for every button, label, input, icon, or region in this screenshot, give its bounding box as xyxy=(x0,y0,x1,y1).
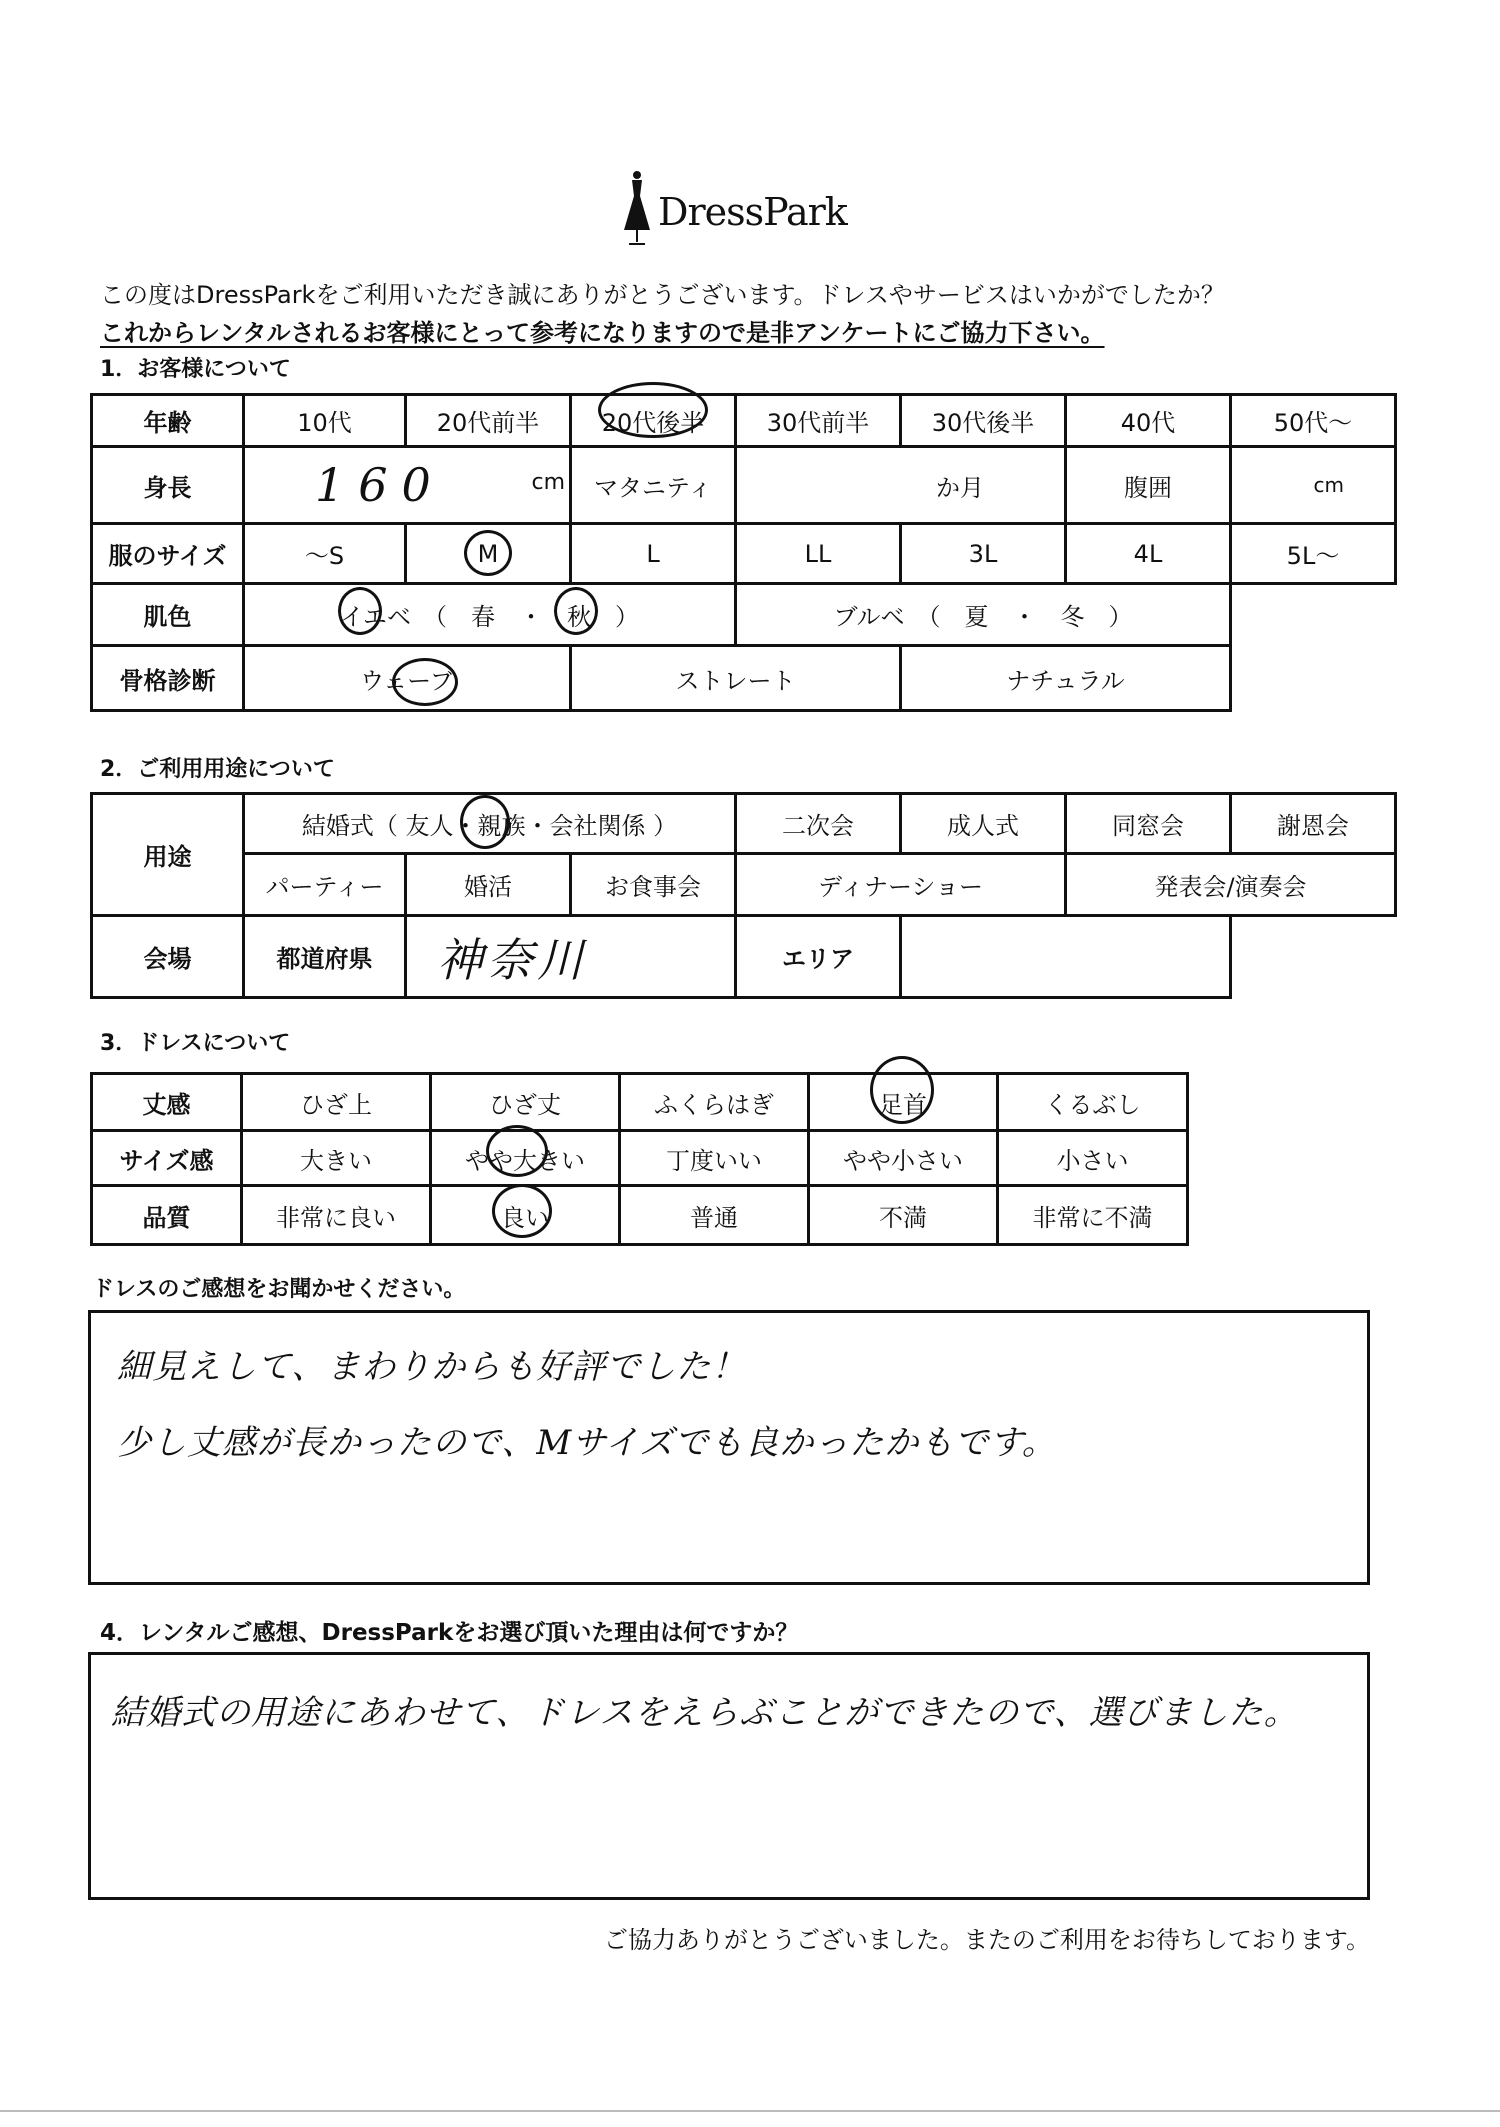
purpose-option[interactable]: 二次会 xyxy=(734,792,902,855)
intro-line-1: この度はDressParkをご利用いただき誠にありがとうございます。ドレスやサービスはいかがでしたか？ xyxy=(100,281,1225,309)
maternity-label: マタニティ xyxy=(569,445,737,525)
length-label: 丈感 xyxy=(90,1072,243,1132)
brand-logo xyxy=(620,170,880,250)
prefecture-label: 都道府県 xyxy=(242,914,407,999)
quality-option[interactable]: 非常に不満 xyxy=(996,1184,1189,1246)
frame-option-selected[interactable]: ウェーブ xyxy=(242,644,572,712)
waist-label: 腹囲 xyxy=(1064,445,1232,525)
fit-option[interactable]: 小さい xyxy=(996,1129,1189,1187)
purpose-option[interactable]: 成人式 xyxy=(899,792,1067,855)
size-option[interactable]: ～S xyxy=(242,522,407,585)
brand-name: DressPark xyxy=(658,190,847,234)
fit-option[interactable]: やや小さい xyxy=(807,1129,999,1187)
skin-yellow[interactable]: イエベ （ 春 ・ 秋 ） xyxy=(242,582,737,647)
fit-option[interactable]: 丁度いい xyxy=(618,1129,810,1187)
size-option[interactable]: 3L xyxy=(899,522,1067,585)
size-option[interactable]: 5L～ xyxy=(1229,522,1397,585)
quality-option[interactable]: 非常に良い xyxy=(240,1184,432,1246)
area-value[interactable] xyxy=(899,914,1232,999)
purpose-option[interactable]: パーティー xyxy=(242,852,407,917)
waist-unit: cm xyxy=(1313,473,1344,497)
selection-circle xyxy=(554,587,598,635)
selection-circle xyxy=(338,587,382,635)
purpose-option[interactable]: 婚活 xyxy=(404,852,572,917)
dress-comment-prompt: ドレスのご感想をお聞かせください。 xyxy=(92,1277,466,1302)
age-option[interactable]: 10代 xyxy=(242,393,407,448)
quality-label: 品質 xyxy=(90,1184,243,1246)
purpose-option[interactable]: お食事会 xyxy=(569,852,737,917)
dress-comment-line: 細見えして、まわりからも好評でした！ xyxy=(117,1347,747,1387)
purpose-option[interactable]: 発表会/演奏会 xyxy=(1064,852,1397,917)
size-label: 服のサイズ xyxy=(90,522,245,585)
selection-circle xyxy=(464,530,512,576)
frame-label: 骨格診断 xyxy=(90,644,245,712)
prefecture-value: 神奈川 xyxy=(437,932,587,987)
fit-option-selected[interactable]: やや大きい xyxy=(429,1129,621,1187)
fit-label: サイズ感 xyxy=(90,1129,243,1187)
size-option[interactable]: LL xyxy=(734,522,902,585)
selection-circle xyxy=(598,382,708,438)
dress-comment-box[interactable] xyxy=(88,1310,1370,1585)
length-option[interactable]: ひざ上 xyxy=(240,1072,432,1132)
age-option-selected[interactable]: 20代後半 xyxy=(569,393,737,448)
size-option[interactable]: L xyxy=(569,522,737,585)
rental-reason-text: 結婚式の用途にあわせて、ドレスをえらぶことができたので、選びました。 xyxy=(111,1693,1299,1733)
length-option[interactable]: ひざ丈 xyxy=(429,1072,621,1132)
height-label: 身長 xyxy=(90,445,245,525)
purpose-label: 用途 xyxy=(90,792,245,917)
length-option[interactable]: ふくらはぎ xyxy=(618,1072,810,1132)
size-option-selected[interactable]: M xyxy=(404,522,572,585)
age-option[interactable]: 20代前半 xyxy=(404,393,572,448)
selection-circle xyxy=(460,795,510,849)
purpose-wedding[interactable]: 結婚式（ 友人・親族・会社関係 ） xyxy=(242,792,737,855)
scan-edge-line xyxy=(0,2110,1500,2112)
purpose-option[interactable]: ディナーショー xyxy=(734,852,1067,917)
prefecture-value-cell[interactable] xyxy=(404,914,737,999)
age-option[interactable]: 40代 xyxy=(1064,393,1232,448)
venue-label: 会場 xyxy=(90,914,245,999)
height-value-cell[interactable] xyxy=(242,445,572,525)
length-option-selected[interactable]: 足首 xyxy=(807,1072,999,1132)
fit-option[interactable]: 大きい xyxy=(240,1129,432,1187)
selection-circle xyxy=(392,658,458,706)
selection-circle xyxy=(492,1184,552,1238)
selection-circle xyxy=(486,1125,548,1177)
section-3-title: 3．ドレスについて xyxy=(100,1031,291,1056)
month-unit: か月 xyxy=(936,473,984,502)
section-2-title: 2．ご利用用途について xyxy=(100,757,335,782)
dress-mannequin-icon xyxy=(620,170,654,250)
age-option[interactable]: 30代後半 xyxy=(899,393,1067,448)
quality-option-selected[interactable]: 良い xyxy=(429,1184,621,1246)
section-4-title: 4．レンタルご感想、DressParkをお選び頂いた理由は何ですか？ xyxy=(100,1620,799,1646)
maternity-months-cell[interactable] xyxy=(734,445,1067,525)
selection-circle xyxy=(870,1056,934,1124)
height-value: 160 xyxy=(315,458,445,512)
length-option[interactable]: くるぶし xyxy=(996,1072,1189,1132)
footer-thanks: ご協力ありがとうございました。またのご利用をお待ちしております。 xyxy=(603,1926,1370,1954)
area-label: エリア xyxy=(734,914,902,999)
purpose-option[interactable]: 同窓会 xyxy=(1064,792,1232,855)
rental-reason-box[interactable] xyxy=(88,1652,1370,1900)
purpose-option[interactable]: 謝恩会 xyxy=(1229,792,1397,855)
intro-line-2: これからレンタルされるお客様にとって参考になりますので是非アンケートにご協力下さい。 xyxy=(100,319,1105,347)
dress-comment-line: 少し丈感が長かったので、Mサイズでも良かったかもです。 xyxy=(117,1423,1057,1463)
section-1-title: 1．お客様について xyxy=(100,357,291,382)
height-unit: cm xyxy=(531,470,565,495)
waist-value-cell[interactable] xyxy=(1229,445,1397,525)
size-option[interactable]: 4L xyxy=(1064,522,1232,585)
quality-option[interactable]: 不満 xyxy=(807,1184,999,1246)
age-label: 年齢 xyxy=(90,393,245,448)
skin-label: 肌色 xyxy=(90,582,245,647)
age-option[interactable]: 50代～ xyxy=(1229,393,1397,448)
skin-blue[interactable]: ブルベ （ 夏 ・ 冬 ） xyxy=(734,582,1232,647)
frame-option[interactable]: ストレート xyxy=(569,644,902,712)
age-option[interactable]: 30代前半 xyxy=(734,393,902,448)
quality-option[interactable]: 普通 xyxy=(618,1184,810,1246)
frame-option[interactable]: ナチュラル xyxy=(899,644,1232,712)
